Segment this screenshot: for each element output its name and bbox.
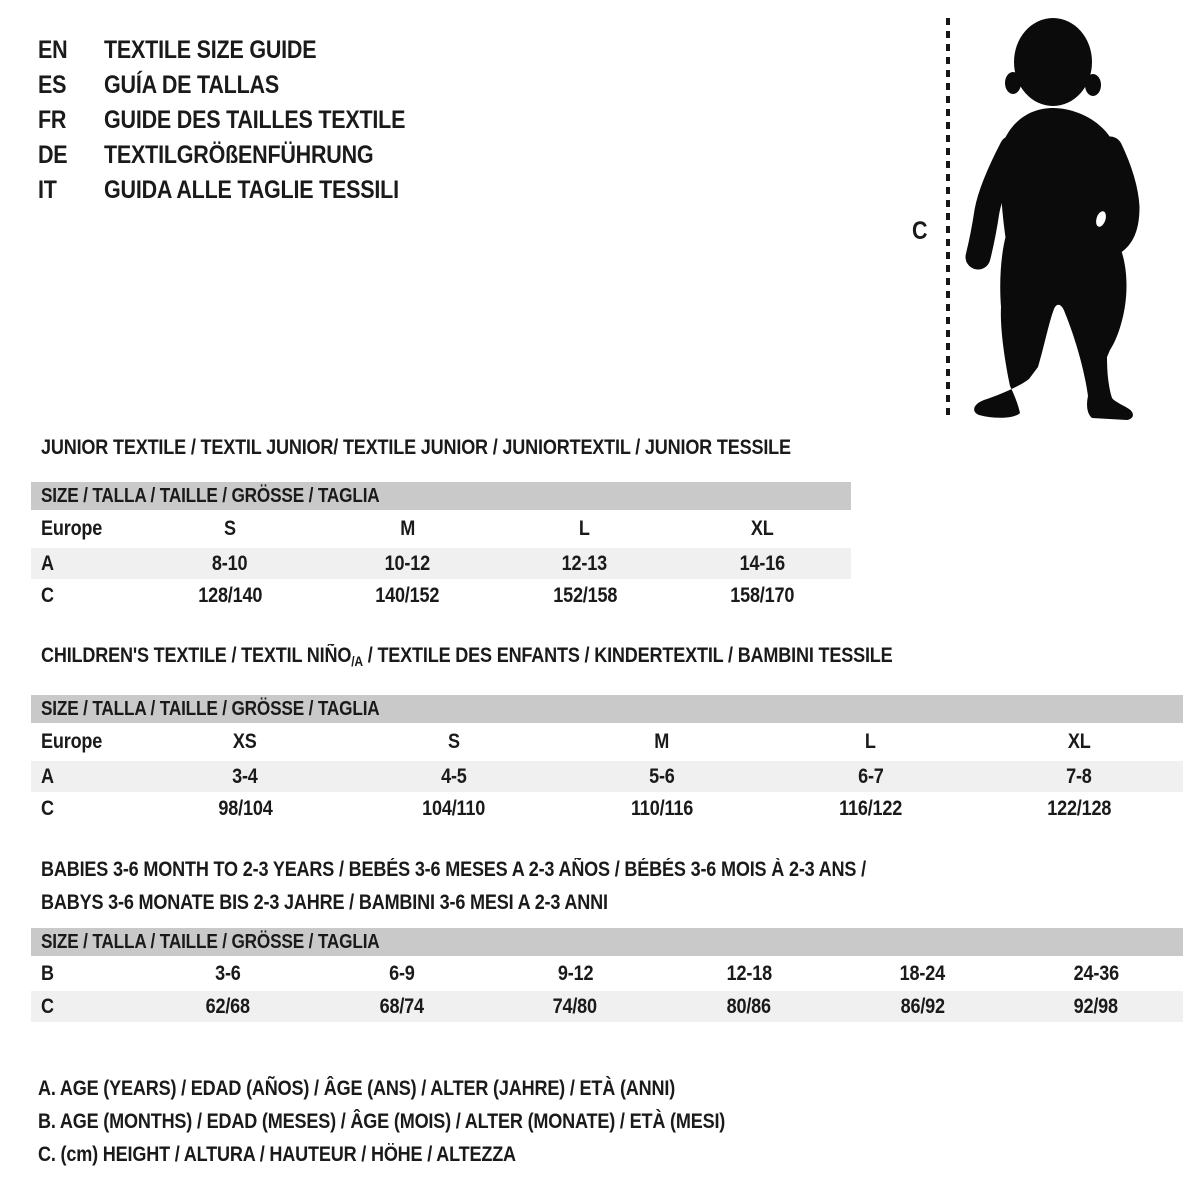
babies-section-title [31, 853, 1183, 919]
guide-title-en: TEXTILE SIZE GUIDE [104, 36, 317, 64]
size-col: XL [1067, 730, 1091, 753]
measurement-legend [38, 1072, 837, 1171]
months-value: 24-36 [1073, 961, 1119, 985]
children-section-title: CHILDREN'S TEXTILE / TEXTIL $NIÑO_{/A}$ / TEXTILE DES ENFANTS / KINDERTEXTIL / BAMBINI TESSILE [41, 644, 893, 669]
junior-section-title: JUNIOR TEXTILE / TEXTIL JUNIOR/ TEXTILE JUNIOR / JUNIORTEXTIL / JUNIOR TESSILE [41, 436, 791, 459]
height-value: 86/92 [900, 994, 945, 1018]
guide-title-es: GUÍA DE TALLAS [104, 71, 279, 99]
table-row-height [31, 991, 1183, 1022]
age-value: 8-10 [212, 551, 248, 575]
age-value: 14-16 [739, 551, 785, 575]
height-value: 116/122 [838, 796, 902, 820]
months-value: 6-9 [388, 961, 415, 985]
age-value: 6-7 [857, 764, 884, 788]
size-header-bar: SIZE / TALLA / TAILLE / GRÖSSE / TAGLIA [31, 482, 851, 510]
height-value: 158/170 [730, 583, 795, 607]
size-columns-row [31, 510, 851, 548]
months-value: 12-18 [726, 961, 772, 985]
legend-line-c: C. (cm) HEIGHT / ALTURA / HAUTEUR / HÖHE / ALTEZZA [38, 1142, 516, 1166]
size-col: XS [233, 730, 258, 753]
guide-title-de: TEXTILGRÖßENFÜHRUNG [104, 141, 374, 169]
height-value: 68/74 [379, 994, 424, 1018]
language-code: FR [38, 106, 67, 134]
row-label: B [41, 961, 54, 985]
table-row-age [31, 548, 851, 579]
language-row-it [38, 173, 454, 208]
toddler-silhouette-image [962, 15, 1144, 423]
region-label: Europe [41, 517, 103, 540]
legend-line-a: A. AGE (YEARS) / EDAD (AÑOS) / ÂGE (ANS) / ALTER (JAHRE) / ETÀ (ANNI) [38, 1076, 676, 1100]
height-value: 128/140 [197, 583, 262, 607]
babies-title-line1: BABIES 3-6 MONTH TO 2-3 YEARS / BEBÉS 3-6 MESES A 2-3 AÑOS / BÉBÉS 3-6 MOIS À 2-3 ANS / [41, 858, 866, 881]
height-value: 140/152 [375, 583, 440, 607]
age-value: 10-12 [384, 551, 430, 575]
language-row-fr [38, 103, 454, 138]
row-label: A [41, 551, 54, 575]
age-value: 3-4 [232, 764, 258, 788]
months-value: 18-24 [899, 961, 946, 985]
size-col: XL [750, 517, 774, 540]
row-label: C [41, 583, 54, 607]
age-value: 4-5 [440, 764, 467, 788]
guide-title-fr: GUIDE DES TAILLES TEXTILE [104, 106, 406, 134]
region-label: Europe [41, 730, 103, 753]
months-value: 3-6 [215, 961, 241, 985]
size-header-bar: SIZE / TALLA / TAILLE / GRÖSSE / TAGLIA [31, 928, 1183, 956]
guide-title-it: GUIDA ALLE TAGLIE TESSILI [104, 176, 399, 204]
size-col: L [579, 517, 591, 540]
height-value: 98/104 [218, 796, 273, 820]
height-value: 122/128 [1046, 796, 1111, 820]
size-col: L [864, 730, 876, 753]
language-code: EN [38, 36, 68, 64]
language-code: ES [38, 71, 67, 99]
row-label: A [41, 764, 54, 788]
height-value: 74/80 [553, 994, 598, 1018]
height-value: 80/86 [726, 994, 772, 1018]
nino-a-subscript: /A [351, 653, 363, 669]
babies-textile-section [31, 853, 1183, 1022]
age-value: 5-6 [649, 764, 675, 788]
language-row-de [38, 138, 454, 173]
height-value: 110/116 [631, 796, 694, 820]
table-row-height [31, 579, 851, 612]
children-textile-section [31, 646, 1183, 825]
height-value: 92/98 [1074, 994, 1119, 1018]
height-value: 152/158 [552, 583, 617, 607]
row-label: C [41, 994, 54, 1018]
age-value: 12-13 [562, 551, 608, 575]
height-measure-label: C [912, 217, 928, 245]
months-value: 9-12 [557, 961, 593, 985]
height-value: 104/110 [422, 796, 486, 820]
size-columns-row [31, 723, 1183, 761]
table-row-months [31, 956, 1183, 991]
table-row-height [31, 792, 1183, 825]
language-code: DE [38, 141, 68, 169]
language-row-en [38, 33, 454, 68]
age-value: 7-8 [1066, 764, 1092, 788]
size-header-bar: SIZE / TALLA / TAILLE / GRÖSSE / TAGLIA [31, 695, 1183, 723]
size-col: S [447, 730, 460, 753]
language-code: IT [38, 176, 57, 204]
height-value: 62/68 [205, 994, 250, 1018]
babies-title-line2: BABYS 3-6 MONATE BIS 2-3 JAHRE / BAMBINI 3-6 MESI A 2-3 ANNI [41, 891, 608, 914]
junior-textile-section [31, 438, 851, 612]
size-col: M [654, 730, 670, 753]
height-measure-dashed-line [946, 18, 950, 415]
size-col: S [223, 517, 236, 540]
table-row-age [31, 761, 1183, 792]
language-row-es [38, 68, 454, 103]
row-label: C [41, 796, 54, 820]
size-col: M [399, 517, 415, 540]
language-title-list [38, 33, 454, 208]
legend-line-b: B. AGE (MONTHS) / EDAD (MESES) / ÂGE (MOIS) / ALTER (MONATE) / ETÀ (MESI) [38, 1109, 726, 1133]
